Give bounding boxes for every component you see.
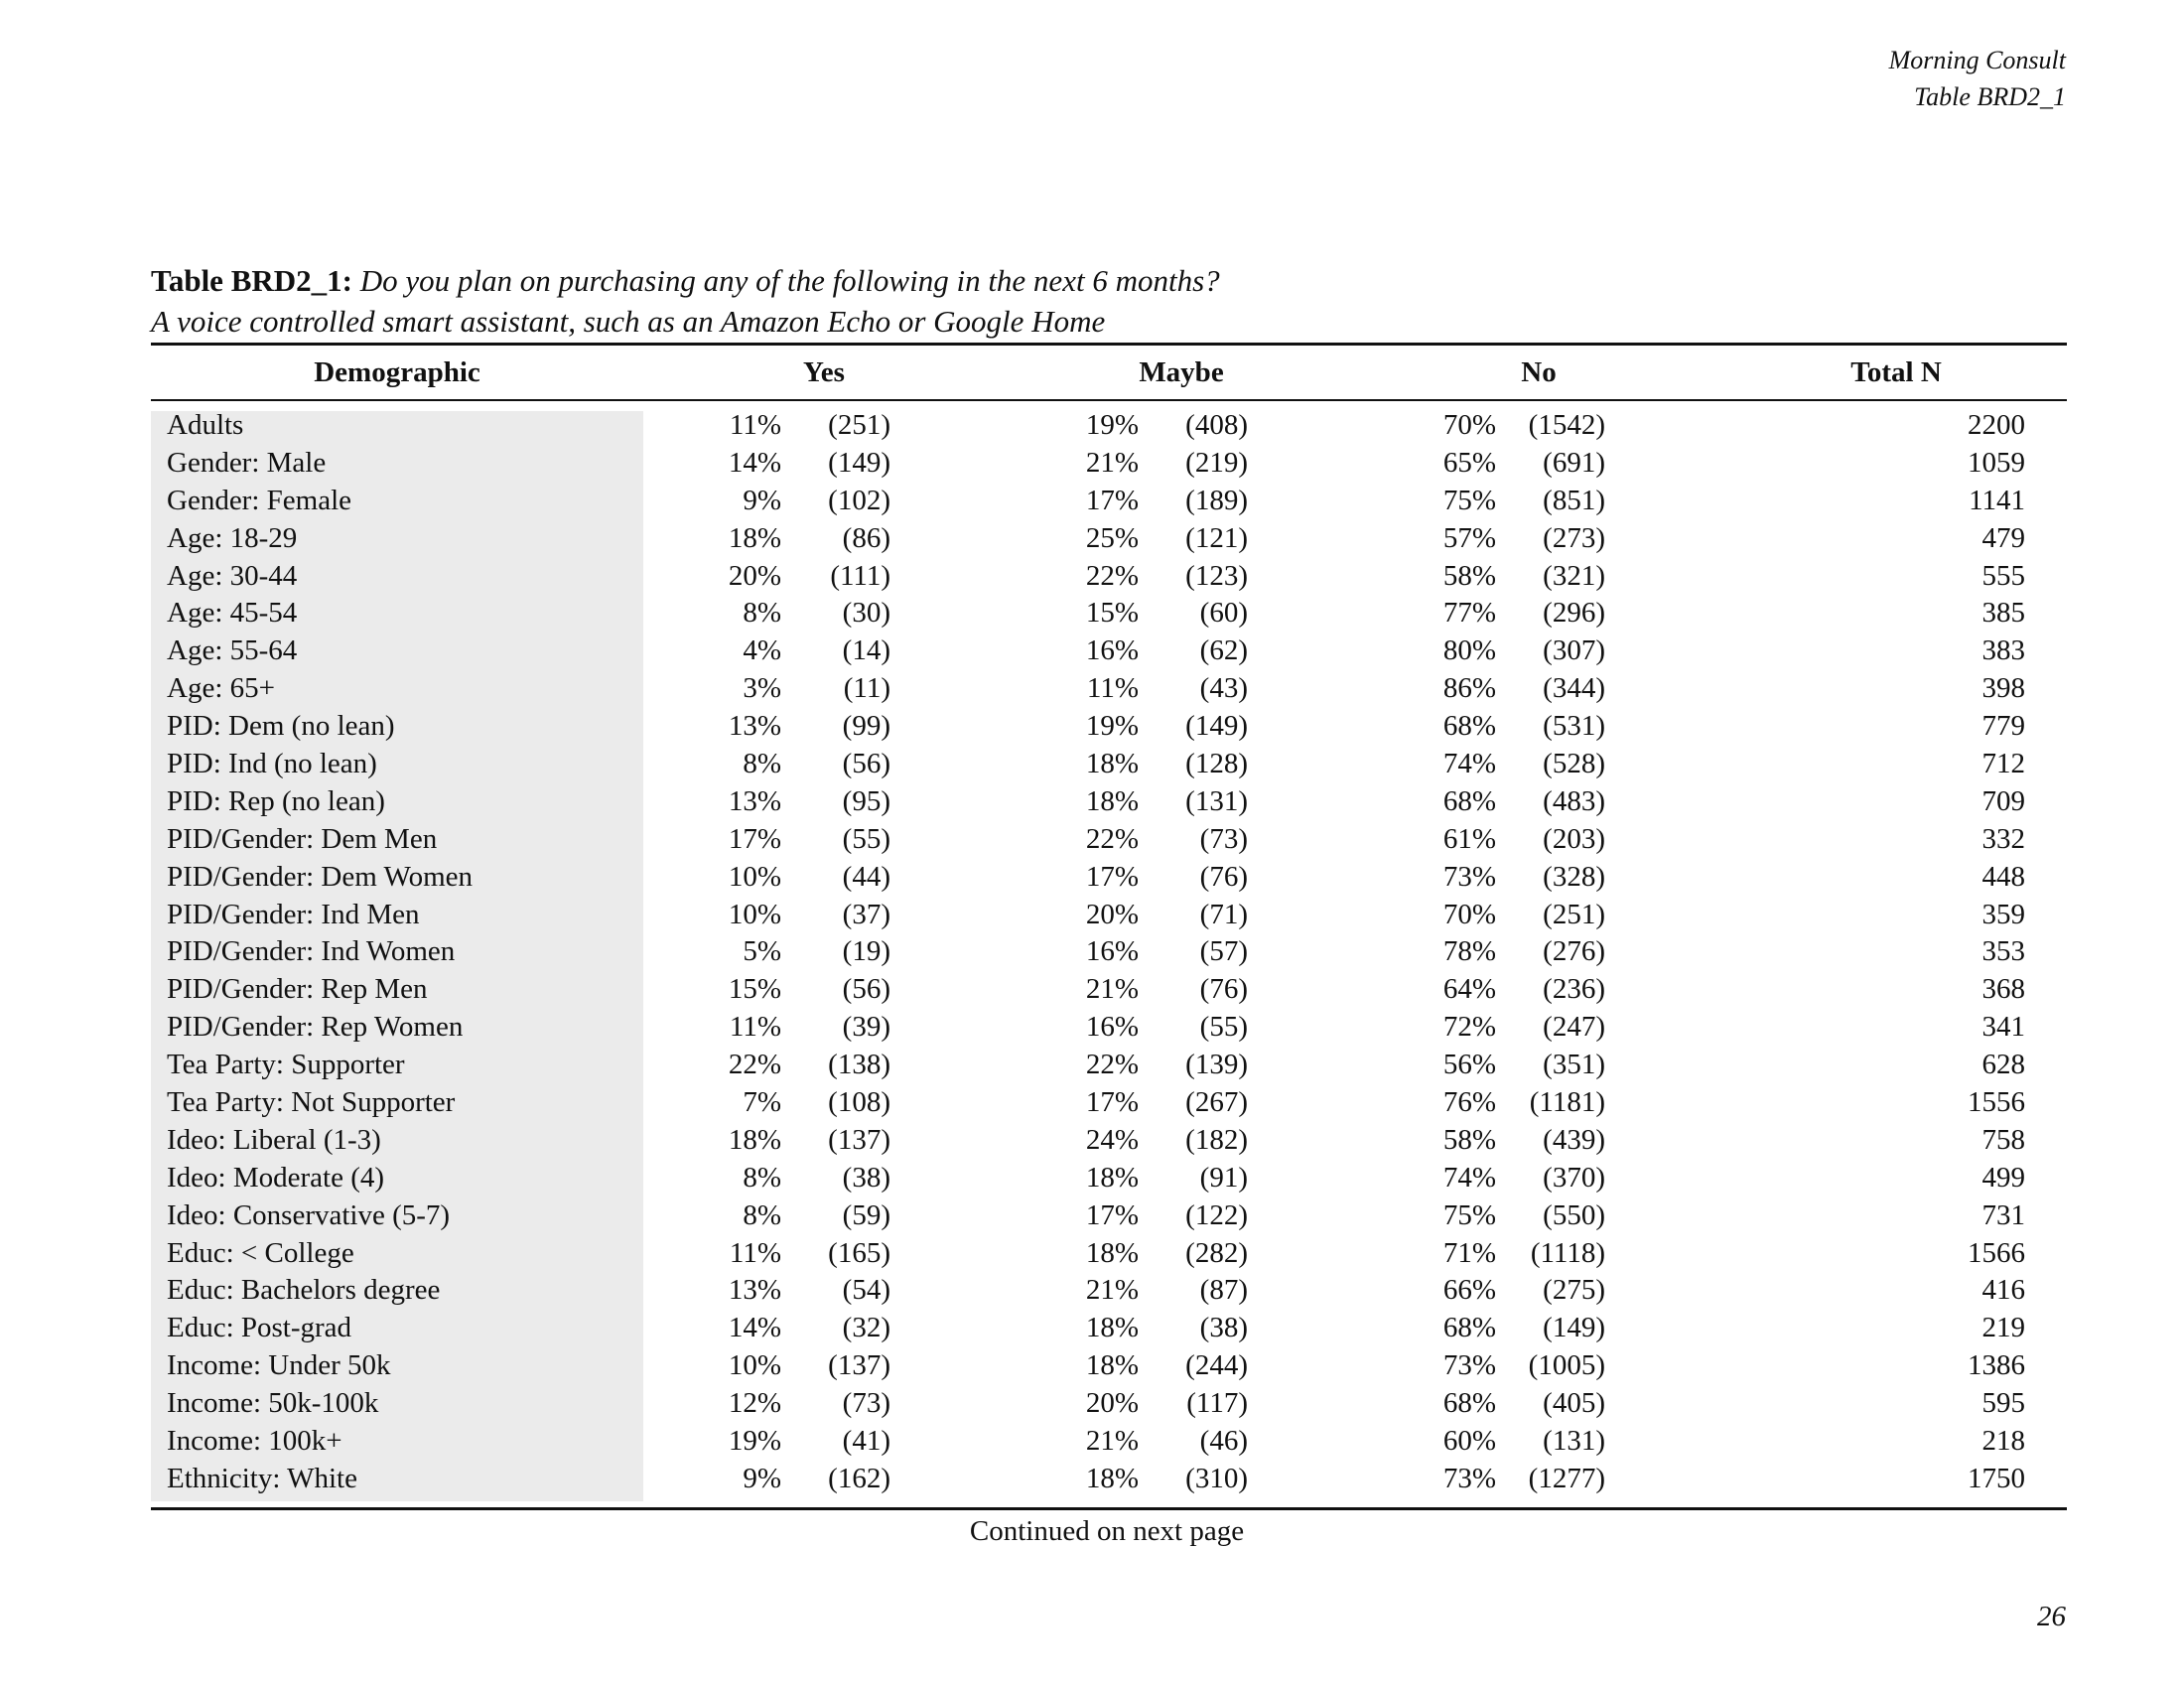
row-demographic: Gender: Female [167, 484, 352, 516]
table-body [0, 407, 2184, 1498]
cell-no-n: (531) [1543, 710, 1605, 743]
cell-maybe-n: (310) [1185, 1462, 1248, 1494]
cell-yes-pct: 14% [728, 1312, 781, 1344]
cell-total-n: 2200 [1968, 409, 2025, 441]
row-demographic: Tea Party: Not Supporter [167, 1086, 456, 1119]
cell-no-pct: 86% [1442, 672, 1496, 705]
cell-yes-n: (54) [842, 1274, 890, 1307]
cell-maybe-pct: 16% [1085, 1011, 1139, 1044]
cell-maybe-n: (182) [1185, 1123, 1248, 1156]
cell-yes-n: (14) [842, 634, 890, 667]
cell-no-pct: 77% [1442, 597, 1496, 630]
cell-no-n: (691) [1543, 446, 1605, 479]
org-name: Morning Consult [1888, 46, 2066, 74]
cell-no-n: (1277) [1528, 1462, 1605, 1494]
cell-no-pct: 74% [1442, 1161, 1496, 1194]
cell-no-n: (483) [1543, 784, 1605, 817]
cell-yes-n: (138) [828, 1049, 890, 1081]
cell-no-n: (851) [1543, 484, 1605, 516]
cell-yes-n: (99) [842, 710, 890, 743]
cell-maybe-pct: 21% [1085, 973, 1139, 1006]
cell-no-n: (370) [1543, 1161, 1605, 1194]
cell-total-n: 218 [1981, 1425, 2025, 1458]
cell-yes-pct: 10% [728, 898, 781, 930]
cell-no-pct: 60% [1442, 1425, 1496, 1458]
table-row [0, 1122, 2184, 1160]
cell-maybe-n: (60) [1199, 597, 1248, 630]
cell-maybe-pct: 19% [1085, 710, 1139, 743]
cell-yes-n: (86) [842, 521, 890, 554]
cell-maybe-n: (128) [1185, 748, 1248, 780]
cell-total-n: 416 [1981, 1274, 2025, 1307]
row-demographic: Age: 65+ [167, 672, 275, 705]
cell-yes-pct: 20% [728, 559, 781, 592]
cell-no-n: (307) [1543, 634, 1605, 667]
row-demographic: PID/Gender: Rep Women [167, 1011, 464, 1044]
cell-maybe-pct: 18% [1085, 1349, 1139, 1382]
cell-total-n: 1556 [1968, 1086, 2025, 1119]
table-row [0, 1235, 2184, 1273]
cell-total-n: 359 [1981, 898, 2025, 930]
table-row [0, 445, 2184, 483]
table-row [0, 746, 2184, 783]
table-row [0, 670, 2184, 708]
cell-maybe-n: (123) [1185, 559, 1248, 592]
cell-maybe-pct: 18% [1085, 1312, 1139, 1344]
cell-yes-pct: 18% [728, 521, 781, 554]
cell-yes-n: (56) [842, 973, 890, 1006]
cell-yes-n: (39) [842, 1011, 890, 1044]
row-demographic: Educ: < College [167, 1236, 354, 1269]
cell-no-pct: 61% [1442, 822, 1496, 855]
cell-yes-pct: 8% [743, 1161, 781, 1194]
cell-total-n: 385 [1981, 597, 2025, 630]
row-demographic: PID/Gender: Dem Men [167, 822, 438, 855]
row-demographic: Ideo: Conservative (5-7) [167, 1198, 451, 1231]
cell-maybe-n: (139) [1185, 1049, 1248, 1081]
header-yes: Yes [803, 356, 845, 388]
cell-total-n: 499 [1981, 1161, 2025, 1194]
cell-maybe-pct: 21% [1085, 1274, 1139, 1307]
cell-yes-n: (37) [842, 898, 890, 930]
cell-yes-n: (251) [828, 409, 890, 441]
cell-no-n: (1118) [1530, 1236, 1605, 1269]
row-demographic: Ideo: Moderate (4) [167, 1161, 385, 1194]
cell-yes-pct: 22% [728, 1049, 781, 1081]
row-demographic: Income: 100k+ [167, 1425, 342, 1458]
cell-maybe-n: (71) [1199, 898, 1248, 930]
cell-yes-n: (95) [842, 784, 890, 817]
table-row [0, 821, 2184, 859]
cell-total-n: 398 [1981, 672, 2025, 705]
cell-no-n: (236) [1543, 973, 1605, 1006]
cell-yes-n: (149) [828, 446, 890, 479]
cell-no-n: (439) [1543, 1123, 1605, 1156]
cell-maybe-n: (219) [1185, 446, 1248, 479]
cell-yes-n: (30) [842, 597, 890, 630]
cell-maybe-n: (76) [1199, 860, 1248, 893]
cell-no-n: (276) [1543, 935, 1605, 968]
cell-total-n: 1386 [1968, 1349, 2025, 1382]
cell-maybe-n: (267) [1185, 1086, 1248, 1119]
cell-maybe-pct: 17% [1085, 1198, 1139, 1231]
cell-maybe-n: (57) [1199, 935, 1248, 968]
cell-maybe-pct: 21% [1085, 1425, 1139, 1458]
cell-yes-n: (11) [843, 672, 890, 705]
cell-yes-n: (165) [828, 1236, 890, 1269]
cell-maybe-pct: 24% [1085, 1123, 1139, 1156]
table-row [0, 1461, 2184, 1498]
cell-maybe-pct: 16% [1085, 935, 1139, 968]
cell-yes-n: (56) [842, 748, 890, 780]
cell-maybe-n: (122) [1185, 1198, 1248, 1231]
row-demographic: Educ: Bachelors degree [167, 1274, 441, 1307]
cell-yes-pct: 18% [728, 1123, 781, 1156]
cell-no-pct: 76% [1442, 1086, 1496, 1119]
cell-yes-pct: 9% [743, 484, 781, 516]
cell-total-n: 448 [1981, 860, 2025, 893]
cell-maybe-n: (43) [1199, 672, 1248, 705]
cell-yes-n: (102) [828, 484, 890, 516]
table-row [0, 1047, 2184, 1084]
cell-yes-pct: 13% [728, 710, 781, 743]
cell-no-n: (273) [1543, 521, 1605, 554]
cell-no-pct: 68% [1442, 784, 1496, 817]
row-demographic: PID: Dem (no lean) [167, 710, 395, 743]
table-row [0, 708, 2184, 746]
cell-maybe-pct: 18% [1085, 748, 1139, 780]
cell-yes-n: (137) [828, 1349, 890, 1382]
cell-no-pct: 56% [1442, 1049, 1496, 1081]
cell-total-n: 628 [1981, 1049, 2025, 1081]
cell-yes-n: (44) [842, 860, 890, 893]
cell-yes-pct: 19% [728, 1425, 781, 1458]
cell-no-pct: 58% [1442, 559, 1496, 592]
row-demographic: PID: Rep (no lean) [167, 784, 385, 817]
cell-total-n: 731 [1981, 1198, 2025, 1231]
cell-maybe-pct: 16% [1085, 634, 1139, 667]
table-row [0, 633, 2184, 670]
cell-no-n: (405) [1543, 1387, 1605, 1420]
cell-yes-n: (59) [842, 1198, 890, 1231]
cell-no-n: (247) [1543, 1011, 1605, 1044]
cell-maybe-pct: 20% [1085, 1387, 1139, 1420]
cell-no-pct: 75% [1442, 1198, 1496, 1231]
bottom-rule [151, 1507, 2067, 1510]
cell-total-n: 758 [1981, 1123, 2025, 1156]
table-row [0, 897, 2184, 934]
row-demographic: PID/Gender: Ind Women [167, 935, 456, 968]
cell-no-pct: 73% [1442, 860, 1496, 893]
row-demographic: Gender: Male [167, 446, 327, 479]
cell-maybe-n: (282) [1185, 1236, 1248, 1269]
caption-question: Do you plan on purchasing any of the following in the next 6 months? [359, 263, 1220, 298]
cell-no-n: (275) [1543, 1274, 1605, 1307]
cell-maybe-n: (131) [1185, 784, 1248, 817]
cell-maybe-pct: 18% [1085, 1462, 1139, 1494]
table-row [0, 971, 2184, 1009]
cell-maybe-n: (408) [1185, 409, 1248, 441]
cell-maybe-n: (55) [1199, 1011, 1248, 1044]
cell-no-n: (344) [1543, 672, 1605, 705]
table-row [0, 483, 2184, 520]
cell-yes-pct: 8% [743, 1198, 781, 1231]
table-row [0, 859, 2184, 897]
cell-no-pct: 80% [1442, 634, 1496, 667]
cell-no-n: (550) [1543, 1198, 1605, 1231]
cell-total-n: 595 [1981, 1387, 2025, 1420]
row-demographic: Tea Party: Supporter [167, 1049, 405, 1081]
cell-yes-n: (32) [842, 1312, 890, 1344]
header-total-n: Total N [1850, 356, 1942, 388]
cell-yes-n: (111) [830, 559, 890, 592]
header-demographic: Demographic [314, 356, 480, 388]
running-header [1889, 42, 2066, 115]
cell-maybe-n: (91) [1199, 1161, 1248, 1194]
table-row [0, 1084, 2184, 1122]
cell-yes-pct: 12% [728, 1387, 781, 1420]
cell-maybe-n: (87) [1199, 1274, 1248, 1307]
cell-total-n: 368 [1981, 973, 2025, 1006]
cell-total-n: 1141 [1969, 484, 2025, 516]
cell-yes-n: (38) [842, 1161, 890, 1194]
table-row [0, 1385, 2184, 1423]
page-number: 26 [2037, 1601, 2066, 1632]
cell-maybe-pct: 21% [1085, 446, 1139, 479]
cell-maybe-pct: 17% [1085, 860, 1139, 893]
cell-total-n: 555 [1981, 559, 2025, 592]
row-demographic: PID/Gender: Rep Men [167, 973, 428, 1006]
cell-no-pct: 74% [1442, 748, 1496, 780]
cell-no-pct: 72% [1442, 1011, 1496, 1044]
cell-maybe-pct: 18% [1085, 1236, 1139, 1269]
cell-maybe-pct: 25% [1085, 521, 1139, 554]
cell-yes-n: (19) [842, 935, 890, 968]
caption-label: Table BRD2_1: [151, 263, 352, 298]
row-demographic: Adults [167, 409, 244, 441]
table-row [0, 1272, 2184, 1310]
cell-no-n: (203) [1543, 822, 1605, 855]
table-row [0, 933, 2184, 971]
cell-no-n: (296) [1543, 597, 1605, 630]
cell-yes-pct: 10% [728, 860, 781, 893]
row-demographic: Income: 50k-100k [167, 1387, 379, 1420]
cell-no-pct: 70% [1442, 898, 1496, 930]
row-demographic: Age: 55-64 [167, 634, 298, 667]
cell-maybe-n: (76) [1199, 973, 1248, 1006]
cell-no-pct: 70% [1442, 409, 1496, 441]
cell-yes-pct: 3% [743, 672, 781, 705]
cell-yes-pct: 13% [728, 784, 781, 817]
top-rule [151, 343, 2067, 346]
cell-maybe-n: (117) [1186, 1387, 1248, 1420]
table-row [0, 1197, 2184, 1235]
cell-no-pct: 65% [1442, 446, 1496, 479]
cell-no-n: (321) [1543, 559, 1605, 592]
cell-yes-pct: 17% [728, 822, 781, 855]
row-demographic: Ethnicity: White [167, 1462, 357, 1494]
table-row [0, 1160, 2184, 1197]
cell-no-pct: 68% [1442, 1312, 1496, 1344]
cell-yes-pct: 11% [729, 409, 781, 441]
header-maybe: Maybe [1139, 356, 1224, 388]
cell-total-n: 332 [1981, 822, 2025, 855]
cell-no-n: (131) [1543, 1425, 1605, 1458]
cell-yes-pct: 15% [728, 973, 781, 1006]
cell-no-pct: 68% [1442, 710, 1496, 743]
cell-yes-pct: 9% [743, 1462, 781, 1494]
cell-yes-n: (108) [828, 1086, 890, 1119]
cell-yes-pct: 11% [729, 1236, 781, 1269]
cell-maybe-pct: 22% [1085, 559, 1139, 592]
table-row [0, 520, 2184, 558]
cell-yes-n: (162) [828, 1462, 890, 1494]
cell-yes-pct: 10% [728, 1349, 781, 1382]
cell-maybe-n: (149) [1185, 710, 1248, 743]
row-demographic: Ideo: Liberal (1-3) [167, 1123, 381, 1156]
cell-no-n: (328) [1543, 860, 1605, 893]
cell-no-pct: 64% [1442, 973, 1496, 1006]
table-row [0, 1009, 2184, 1047]
cell-maybe-pct: 20% [1085, 898, 1139, 930]
cell-total-n: 219 [1981, 1312, 2025, 1344]
cell-total-n: 712 [1981, 748, 2025, 780]
continued-note: Continued on next page [969, 1515, 1245, 1547]
cell-yes-pct: 13% [728, 1274, 781, 1307]
cell-yes-pct: 8% [743, 748, 781, 780]
cell-no-n: (528) [1543, 748, 1605, 780]
cell-maybe-n: (46) [1199, 1425, 1248, 1458]
caption-subject: A voice controlled smart assistant, such as an Amazon Echo or Google Home [151, 304, 1106, 339]
cell-yes-n: (137) [828, 1123, 890, 1156]
cell-no-n: (1181) [1529, 1086, 1605, 1119]
cell-total-n: 1059 [1968, 446, 2025, 479]
cell-yes-pct: 5% [743, 935, 781, 968]
cell-yes-n: (41) [842, 1425, 890, 1458]
row-demographic: Age: 45-54 [167, 597, 298, 630]
cell-no-pct: 73% [1442, 1349, 1496, 1382]
table-caption [151, 260, 2067, 342]
cell-no-pct: 71% [1442, 1236, 1496, 1269]
cell-total-n: 479 [1981, 521, 2025, 554]
cell-yes-n: (73) [842, 1387, 890, 1420]
cell-maybe-n: (62) [1199, 634, 1248, 667]
cell-total-n: 341 [1981, 1011, 2025, 1044]
cell-maybe-pct: 22% [1085, 1049, 1139, 1081]
cell-total-n: 383 [1981, 634, 2025, 667]
cell-total-n: 353 [1981, 935, 2025, 968]
row-demographic: Income: Under 50k [167, 1349, 391, 1382]
table-row [0, 1423, 2184, 1461]
table-row [0, 407, 2184, 445]
cell-yes-n: (55) [842, 822, 890, 855]
table-row [0, 1347, 2184, 1385]
cell-maybe-pct: 22% [1085, 822, 1139, 855]
cell-maybe-pct: 19% [1085, 409, 1139, 441]
row-demographic: Educ: Post-grad [167, 1312, 352, 1344]
cell-maybe-pct: 15% [1085, 597, 1139, 630]
cell-no-pct: 68% [1442, 1387, 1496, 1420]
cell-maybe-pct: 17% [1085, 484, 1139, 516]
cell-yes-pct: 14% [728, 446, 781, 479]
cell-no-pct: 73% [1442, 1462, 1496, 1494]
row-demographic: PID/Gender: Dem Women [167, 860, 474, 893]
cell-maybe-n: (121) [1185, 521, 1248, 554]
cell-yes-pct: 11% [729, 1011, 781, 1044]
cell-total-n: 1750 [1968, 1462, 2025, 1494]
cell-maybe-n: (244) [1185, 1349, 1248, 1382]
header-no: No [1521, 356, 1557, 388]
cell-maybe-n: (38) [1199, 1312, 1248, 1344]
cell-no-n: (251) [1543, 898, 1605, 930]
cell-no-n: (1005) [1528, 1349, 1605, 1382]
cell-maybe-n: (189) [1185, 484, 1248, 516]
cell-yes-pct: 8% [743, 597, 781, 630]
table-row [0, 595, 2184, 633]
cell-maybe-pct: 11% [1086, 672, 1139, 705]
cell-total-n: 1566 [1968, 1236, 2025, 1269]
cell-yes-pct: 7% [743, 1086, 781, 1119]
table-row [0, 783, 2184, 821]
cell-no-n: (351) [1543, 1049, 1605, 1081]
table-row [0, 558, 2184, 596]
table-id: Table BRD2_1 [1914, 82, 2066, 111]
cell-maybe-pct: 17% [1085, 1086, 1139, 1119]
header-rule [151, 399, 2067, 401]
cell-maybe-pct: 18% [1085, 1161, 1139, 1194]
row-demographic: PID: Ind (no lean) [167, 748, 377, 780]
row-demographic: Age: 30-44 [167, 559, 298, 592]
cell-no-pct: 66% [1442, 1274, 1496, 1307]
cell-total-n: 709 [1981, 784, 2025, 817]
row-demographic: PID/Gender: Ind Men [167, 898, 420, 930]
table-row [0, 1310, 2184, 1347]
cell-yes-pct: 4% [743, 634, 781, 667]
cell-no-pct: 75% [1442, 484, 1496, 516]
row-demographic: Age: 18-29 [167, 521, 298, 554]
cell-maybe-pct: 18% [1085, 784, 1139, 817]
cell-no-pct: 57% [1442, 521, 1496, 554]
cell-maybe-n: (73) [1199, 822, 1248, 855]
cell-no-n: (1542) [1528, 409, 1605, 441]
cell-total-n: 779 [1981, 710, 2025, 743]
cell-no-pct: 58% [1442, 1123, 1496, 1156]
cell-no-n: (149) [1543, 1312, 1605, 1344]
cell-no-pct: 78% [1442, 935, 1496, 968]
